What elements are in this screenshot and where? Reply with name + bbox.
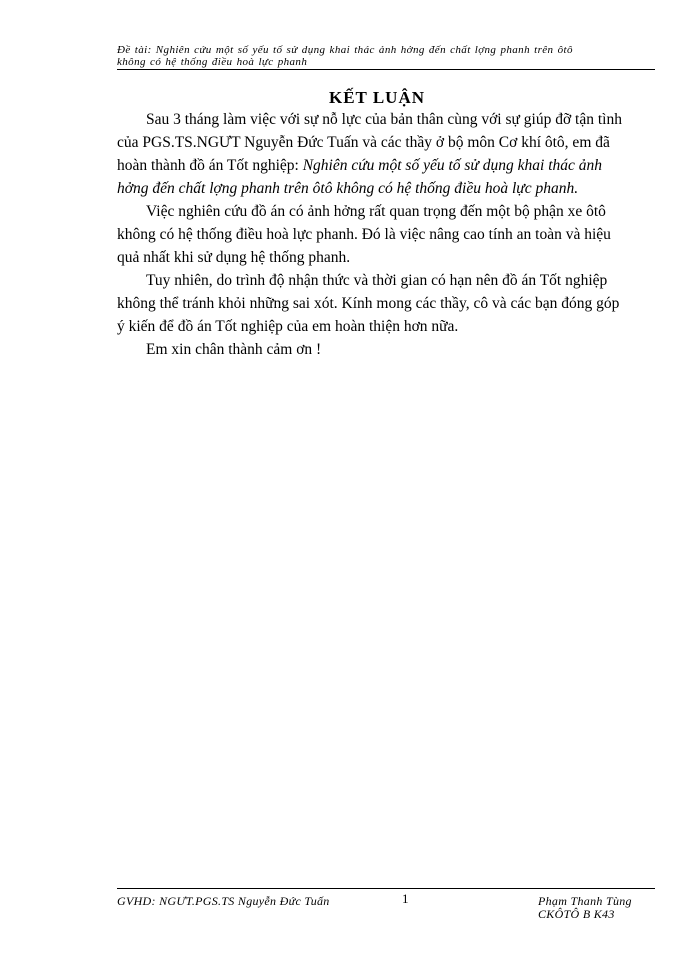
paragraph-1 <box>117 108 641 200</box>
p1-line-3-italic: Nghiên cứu một số yếu tố sử dụng khai thác ảnh <box>302 157 603 174</box>
p1-line-2: của PGS.TS.NGƯT Nguyễn Đức Tuấn và các thầy ở bộ môn Cơ khí ôtô, em đã <box>117 134 610 151</box>
footer-author <box>538 895 632 921</box>
running-header <box>117 44 655 70</box>
p1-line-1: Sau 3 tháng làm việc với sự nỗ lực của bản thân cùng với sự giúp đỡ tận tình <box>146 111 622 128</box>
p1-line-3 <box>117 154 641 177</box>
footer-author-name: Phạm Thanh Tùng <box>538 894 632 908</box>
p3-line-3: ý kiến để đồ án Tốt nghiệp của em hoàn thiện hơn nữa. <box>117 318 459 335</box>
footer-supervisor: GVHD: NGƯT.PGS.TS Nguyễn Đức Tuấn <box>117 894 330 908</box>
footer-divider <box>117 888 655 889</box>
paragraph-3 <box>117 269 641 338</box>
p2-line-2: không có hệ thống điều hoà lực phanh. Đó là việc nâng cao tính an toàn và hiệu <box>117 226 611 243</box>
footer-author-class: CKÔTÔ B K43 <box>538 907 615 921</box>
p3-line-1: Tuy nhiên, do trình độ nhận thức và thời gian có hạn nên đồ án Tốt nghiệp <box>146 272 608 289</box>
paragraph-2 <box>117 200 641 269</box>
p1-line-4: hởng đến chất lợng phanh trên ôtô không có hệ thống điều hoà lực phanh. <box>117 180 579 197</box>
p2-line-3: quả nhất khi sử dụng hệ thống phanh. <box>117 249 351 266</box>
body-text <box>117 108 641 361</box>
p1-line-3-plain: hoàn thành đồ án Tốt nghiệp: <box>117 157 303 174</box>
header-line-2: không có hệ thống điều hoà lực phanh <box>117 56 308 68</box>
p3-line-2: không thể tránh khỏi những sai xót. Kính mong các thầy, cô và các bạn đóng góp <box>117 295 620 312</box>
header-line-1: Đề tài: Nghiên cứu một số yếu tố sử dụng khai thác ảnh hởng đến chất lợng phanh trên ôtô <box>117 44 573 56</box>
page-title: KẾT LUẬN <box>328 88 425 107</box>
page-number: 1 <box>402 891 409 906</box>
p2-line-1: Việc nghiên cứu đồ án có ảnh hởng rất quan trọng đến một bộ phận xe ôtô <box>146 203 606 220</box>
p4-line-1: Em xin chân thành cảm ơn ! <box>146 341 322 358</box>
paragraph-4 <box>117 338 641 361</box>
